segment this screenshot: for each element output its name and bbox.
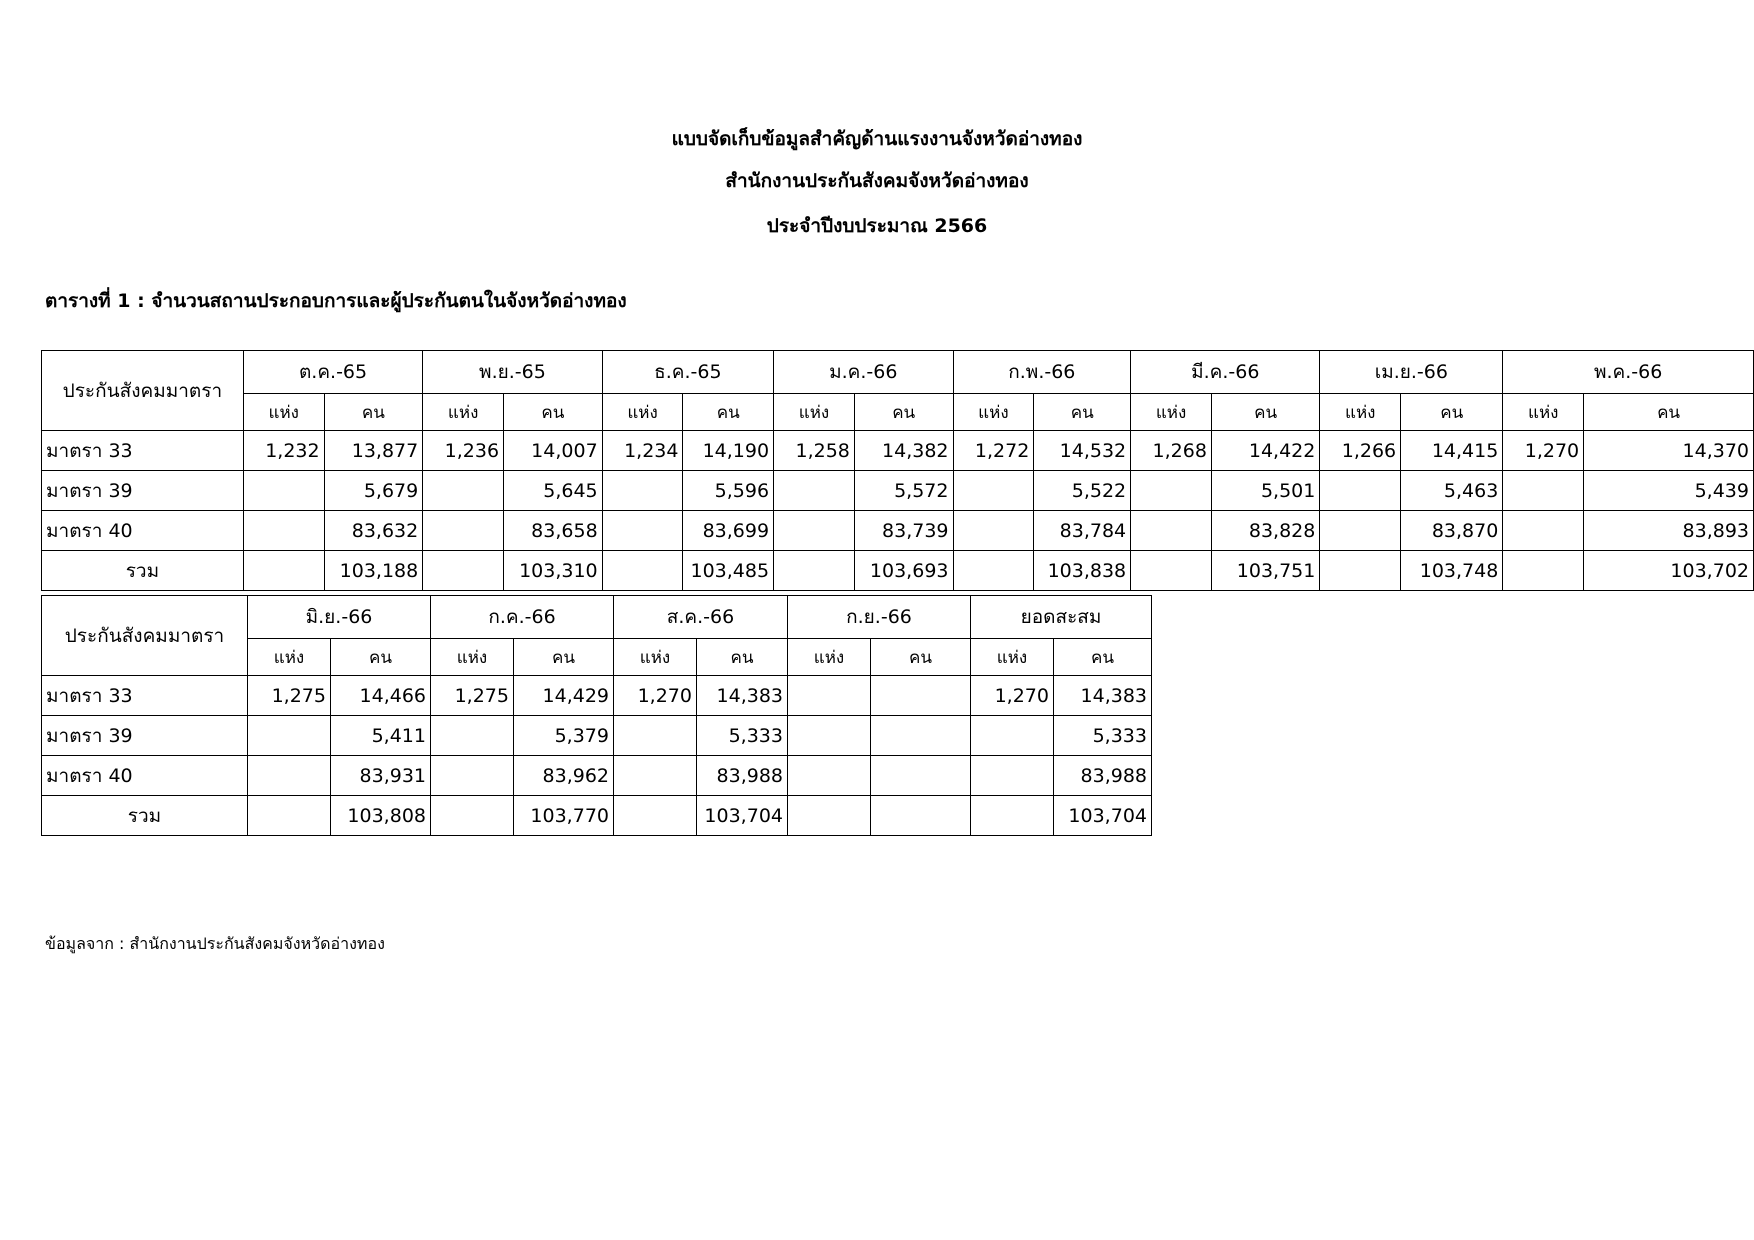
- people-cell: 83,931: [331, 756, 431, 796]
- places-cell: [971, 716, 1054, 756]
- people-cell: 14,383: [1054, 676, 1152, 716]
- people-cell: 83,962: [514, 756, 614, 796]
- people-cell: [871, 756, 971, 796]
- people-cell: 13,877: [324, 431, 423, 471]
- places-cell: 1,236: [423, 431, 504, 471]
- unit-places-header: แห่ง: [1131, 394, 1212, 431]
- places-cell: [774, 511, 855, 551]
- unit-places-header: แห่ง: [243, 394, 324, 431]
- people-cell: [871, 796, 971, 836]
- places-cell: 1,234: [602, 431, 683, 471]
- places-cell: [1503, 511, 1584, 551]
- unit-places-header: แห่ง: [423, 394, 504, 431]
- people-cell: 14,422: [1211, 431, 1319, 471]
- places-cell: [788, 676, 871, 716]
- total-row: [42, 551, 1754, 591]
- unit-people-header: คน: [1054, 639, 1152, 676]
- places-cell: [423, 551, 504, 591]
- people-cell: 5,333: [1054, 716, 1152, 756]
- people-cell: 5,411: [331, 716, 431, 756]
- places-cell: [774, 471, 855, 511]
- places-cell: 1,270: [971, 676, 1054, 716]
- places-cell: 1,270: [1503, 431, 1584, 471]
- places-cell: [774, 551, 855, 591]
- people-cell: 83,870: [1401, 511, 1503, 551]
- month-header: ต.ค.-65: [243, 351, 422, 394]
- unit-people-header: คน: [683, 394, 774, 431]
- places-cell: [953, 471, 1034, 511]
- people-cell: 5,572: [854, 471, 953, 511]
- places-cell: [423, 471, 504, 511]
- people-cell: 103,751: [1211, 551, 1319, 591]
- places-cell: [248, 756, 331, 796]
- section-33-row: [42, 676, 1152, 716]
- people-cell: 14,007: [504, 431, 603, 471]
- places-cell: [788, 716, 871, 756]
- unit-places-header: แห่ง: [953, 394, 1034, 431]
- people-cell: 83,828: [1211, 511, 1319, 551]
- month-header: ส.ค.-66: [614, 596, 788, 639]
- people-cell: 103,838: [1034, 551, 1131, 591]
- report-title: แบบจัดเก็บข้อมูลสำคัญด้านแรงงานจังหวัดอ่างทอง: [671, 128, 1083, 150]
- unit-people-header: คน: [504, 394, 603, 431]
- people-cell: 14,466: [331, 676, 431, 716]
- people-cell: [871, 676, 971, 716]
- month-header: ยอดสะสม: [971, 596, 1152, 639]
- places-cell: [248, 716, 331, 756]
- unit-places-header: แห่ง: [1503, 394, 1584, 431]
- month-header: เม.ย.-66: [1320, 351, 1503, 394]
- report-fiscal-year: ประจำปีงบประมาณ 2566: [766, 215, 988, 237]
- people-cell: 83,988: [697, 756, 788, 796]
- people-cell: 5,645: [504, 471, 603, 511]
- places-cell: [614, 756, 697, 796]
- month-header: มิ.ย.-66: [248, 596, 431, 639]
- row-label: มาตรา 40: [42, 511, 244, 551]
- row-label: มาตรา 33: [42, 676, 248, 716]
- people-cell: 103,485: [683, 551, 774, 591]
- unit-people-header: คน: [1401, 394, 1503, 431]
- people-cell: 14,370: [1584, 431, 1754, 471]
- unit-people-header: คน: [871, 639, 971, 676]
- people-cell: 5,522: [1034, 471, 1131, 511]
- people-cell: 83,632: [324, 511, 423, 551]
- row-header-label: ประกันสังคมมาตรา: [42, 596, 248, 676]
- row-label: มาตรา 40: [42, 756, 248, 796]
- row-header-label: ประกันสังคมมาตรา: [42, 351, 244, 431]
- places-cell: [602, 551, 683, 591]
- places-cell: 1,270: [614, 676, 697, 716]
- month-header: ก.พ.-66: [953, 351, 1131, 394]
- places-cell: [431, 756, 514, 796]
- people-cell: 5,463: [1401, 471, 1503, 511]
- places-cell: [953, 551, 1034, 591]
- people-cell: 14,532: [1034, 431, 1131, 471]
- unit-places-header: แห่ง: [788, 639, 871, 676]
- people-cell: 5,333: [697, 716, 788, 756]
- places-cell: 1,266: [1320, 431, 1401, 471]
- people-cell: 83,893: [1584, 511, 1754, 551]
- unit-people-header: คน: [514, 639, 614, 676]
- unit-places-header: แห่ง: [431, 639, 514, 676]
- places-cell: [614, 796, 697, 836]
- places-cell: [1320, 511, 1401, 551]
- people-cell: [871, 716, 971, 756]
- insured-table-part2: [41, 595, 1152, 836]
- places-cell: [602, 511, 683, 551]
- places-cell: [614, 716, 697, 756]
- table-title: ตารางที่ 1 : จำนวนสถานประกอบการและผู้ประกันตนในจังหวัดอ่างทอง: [45, 290, 627, 312]
- unit-places-header: แห่ง: [1320, 394, 1401, 431]
- places-cell: [431, 716, 514, 756]
- people-cell: 103,808: [331, 796, 431, 836]
- places-cell: 1,272: [953, 431, 1034, 471]
- places-cell: [1131, 551, 1212, 591]
- row-label: มาตรา 39: [42, 471, 244, 511]
- unit-people-header: คน: [697, 639, 788, 676]
- places-cell: [788, 756, 871, 796]
- month-header: ธ.ค.-65: [602, 351, 773, 394]
- unit-people-header: คน: [1034, 394, 1131, 431]
- unit-places-header: แห่ง: [248, 639, 331, 676]
- people-cell: 103,310: [504, 551, 603, 591]
- people-cell: 103,770: [514, 796, 614, 836]
- places-cell: 1,275: [248, 676, 331, 716]
- places-cell: [1131, 511, 1212, 551]
- places-cell: [248, 796, 331, 836]
- places-cell: [1503, 551, 1584, 591]
- month-header: มี.ค.-66: [1131, 351, 1320, 394]
- people-cell: 83,658: [504, 511, 603, 551]
- places-cell: [971, 796, 1054, 836]
- section-33-row: [42, 431, 1754, 471]
- places-cell: 1,258: [774, 431, 855, 471]
- places-cell: [243, 551, 324, 591]
- people-cell: 103,748: [1401, 551, 1503, 591]
- unit-people-header: คน: [854, 394, 953, 431]
- insured-table-part1: [41, 350, 1754, 591]
- unit-places-header: แห่ง: [971, 639, 1054, 676]
- people-cell: 14,190: [683, 431, 774, 471]
- places-cell: [1320, 551, 1401, 591]
- people-cell: 5,379: [514, 716, 614, 756]
- places-cell: [243, 511, 324, 551]
- row-label: รวม: [42, 551, 244, 591]
- people-cell: 5,501: [1211, 471, 1319, 511]
- unit-people-header: คน: [331, 639, 431, 676]
- people-cell: 103,693: [854, 551, 953, 591]
- places-cell: [788, 796, 871, 836]
- month-header: พ.ย.-65: [423, 351, 602, 394]
- people-cell: 14,429: [514, 676, 614, 716]
- people-cell: 83,988: [1054, 756, 1152, 796]
- row-label: รวม: [42, 796, 248, 836]
- unit-people-header: คน: [1211, 394, 1319, 431]
- row-label: มาตรา 33: [42, 431, 244, 471]
- row-label: มาตรา 39: [42, 716, 248, 756]
- places-cell: [1503, 471, 1584, 511]
- unit-people-header: คน: [324, 394, 423, 431]
- places-cell: [1131, 471, 1212, 511]
- places-cell: 1,268: [1131, 431, 1212, 471]
- people-cell: 14,415: [1401, 431, 1503, 471]
- people-cell: 5,679: [324, 471, 423, 511]
- places-cell: [423, 511, 504, 551]
- unit-people-header: คน: [1584, 394, 1754, 431]
- unit-places-header: แห่ง: [614, 639, 697, 676]
- places-cell: [953, 511, 1034, 551]
- people-cell: 14,382: [854, 431, 953, 471]
- section-40-row: [42, 756, 1152, 796]
- report-agency: สำนักงานประกันสังคมจังหวัดอ่างทอง: [725, 170, 1029, 192]
- people-cell: 103,704: [1054, 796, 1152, 836]
- people-cell: 83,699: [683, 511, 774, 551]
- section-40-row: [42, 511, 1754, 551]
- people-cell: 103,704: [697, 796, 788, 836]
- places-cell: [971, 756, 1054, 796]
- places-cell: [1320, 471, 1401, 511]
- people-cell: 14,383: [697, 676, 788, 716]
- places-cell: [243, 471, 324, 511]
- section-39-row: [42, 716, 1152, 756]
- unit-places-header: แห่ง: [774, 394, 855, 431]
- unit-places-header: แห่ง: [602, 394, 683, 431]
- places-cell: [431, 796, 514, 836]
- people-cell: 103,702: [1584, 551, 1754, 591]
- people-cell: 103,188: [324, 551, 423, 591]
- month-header: ก.ค.-66: [431, 596, 614, 639]
- month-header: ม.ค.-66: [774, 351, 953, 394]
- month-header: ก.ย.-66: [788, 596, 971, 639]
- total-row: [42, 796, 1152, 836]
- places-cell: 1,275: [431, 676, 514, 716]
- data-source-note: ข้อมูลจาก : สำนักงานประกันสังคมจังหวัดอ่างทอง: [45, 934, 385, 953]
- people-cell: 5,439: [1584, 471, 1754, 511]
- month-header: พ.ค.-66: [1503, 351, 1754, 394]
- people-cell: 5,596: [683, 471, 774, 511]
- places-cell: [602, 471, 683, 511]
- section-39-row: [42, 471, 1754, 511]
- people-cell: 83,784: [1034, 511, 1131, 551]
- people-cell: 83,739: [854, 511, 953, 551]
- places-cell: 1,232: [243, 431, 324, 471]
